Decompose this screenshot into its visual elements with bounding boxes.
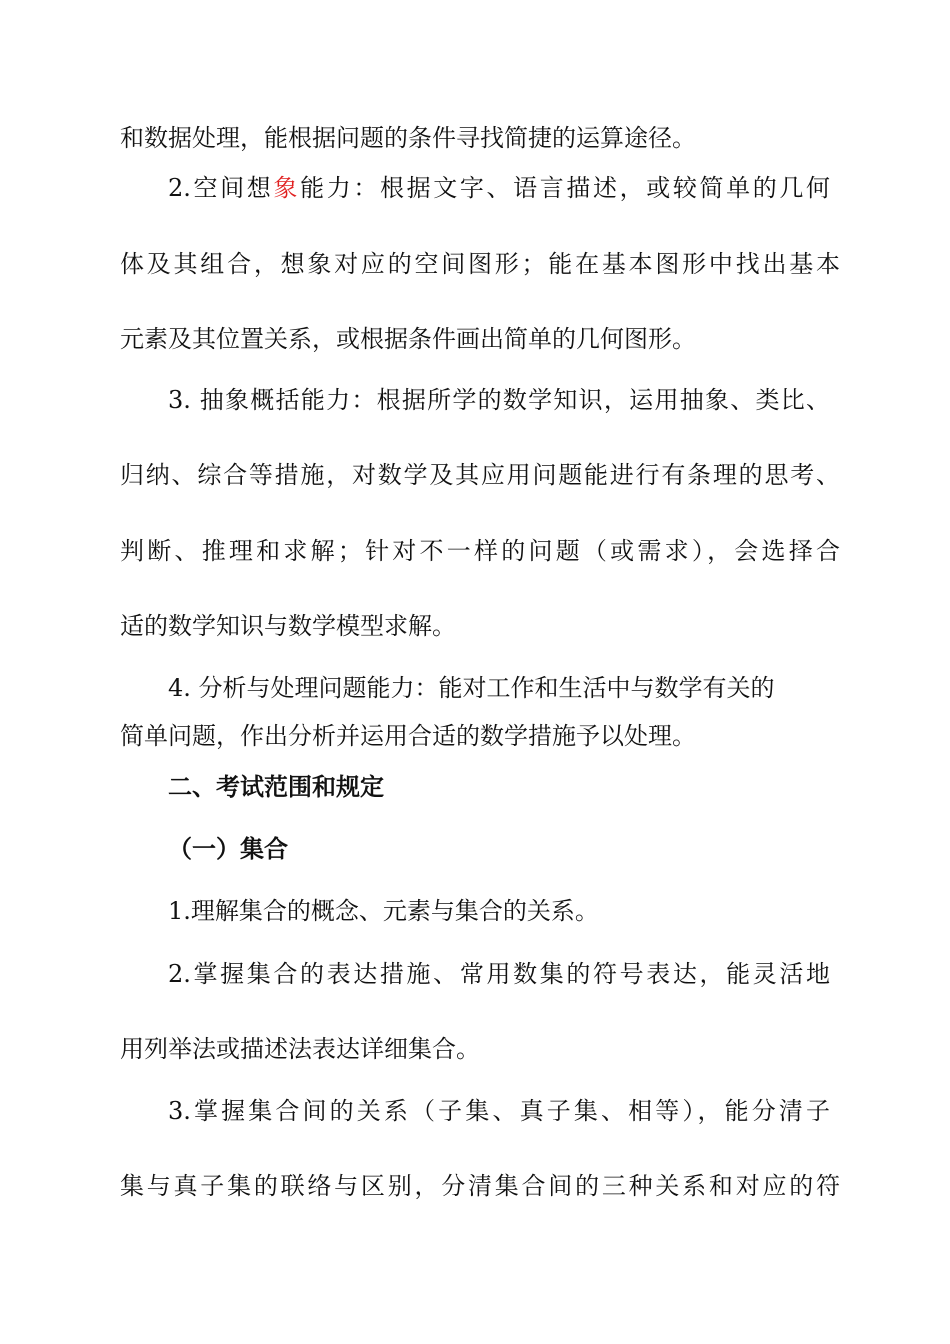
paragraph-line-10: 简单问题，作出分析并运用合适的数学措施予以处理。	[120, 722, 696, 750]
paragraph-line-6: 归纳、综合等措施，对数学及其应用问题能进行有条理的思考、	[120, 461, 840, 489]
line-2-end: 能力：根据文字、语言描述，或较简单的几何	[300, 174, 831, 202]
paragraph-line-1: 和数据处理，能根据问题的条件寻找简捷的运算途径。	[120, 124, 696, 152]
paragraph-line-13: 1.理解集合的概念、元素与集合的关系。	[168, 897, 599, 925]
paragraph-line-17: 集与真子集的联络与区别，分清集合间的三种关系和对应的符	[120, 1172, 840, 1200]
paragraph-line-15: 用列举法或描述法表达详细集合。	[120, 1035, 480, 1063]
section-heading: 二、考试范围和规定	[168, 773, 384, 801]
line-2-start: 2.空间想	[168, 174, 274, 202]
paragraph-line-2	[168, 172, 830, 204]
paragraph-line-8: 适的数学知识与数学模型求解。	[120, 612, 456, 640]
paragraph-line-5: 3. 抽象概括能力：根据所学的数学知识，运用抽象、类比、	[168, 386, 830, 414]
paragraph-line-7: 判断、推理和求解；针对不一样的问题（或需求），会选择合	[120, 537, 840, 565]
paragraph-line-16: 3.掌握集合间的关系（子集、真子集、相等），能分清子	[168, 1097, 830, 1125]
paragraph-line-14: 2.掌握集合的表达措施、常用数集的符号表达，能灵活地	[168, 960, 830, 988]
paragraph-line-9: 4. 分析与处理问题能力：能对工作和生活中与数学有关的	[168, 674, 775, 702]
paragraph-line-3: 体及其组合，想象对应的空间图形；能在基本图形中找出基本	[120, 250, 840, 278]
highlighted-character: 象	[273, 174, 301, 202]
subsection-heading: （一）集合	[168, 835, 288, 863]
paragraph-line-4: 元素及其位置关系，或根据条件画出简单的几何图形。	[120, 325, 696, 353]
